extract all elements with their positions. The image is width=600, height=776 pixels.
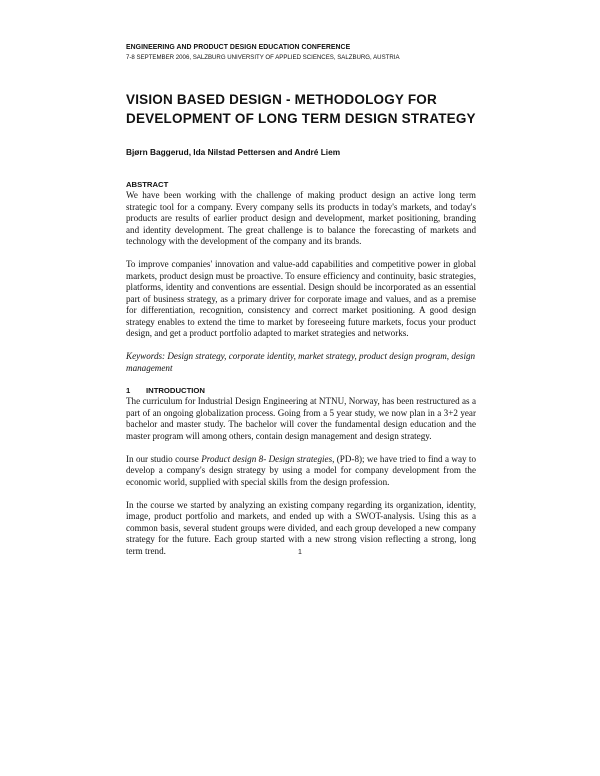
abstract-paragraph-2: To improve companies' innovation and value-add capabilities and competitive power in global markets, product design must be proactive. To ensure efficiency and continuity, basic strategies, platforms, identity and conventions are essential. Design should be incorporated as an essential part of business strategy, as a primary driver for corporate image and values, and as a premise for differentiation, recognition, consistency and correct market positioning. A good design strategy enables to extend the time to market by foreseeing future markets, focus your product design, and get a product portfolio adapted to market strategies and networks. — [126, 259, 476, 338]
keywords: Keywords: Design strategy, corporate identity, market strategy, product design program, design management — [126, 351, 476, 373]
paper-authors: Bjørn Baggerud, Ida Nilstad Pettersen and André Liem — [126, 147, 341, 157]
conference-date-location: 7-8 SEPTEMBER 2006, SALZBURG UNIVERSITY OF APPLIED SCIENCES, SALZBURG, AUSTRIA — [126, 54, 400, 61]
introduction-paragraph-3: In the course we started by analyzing an existing company regarding its organization, identity, image, product portfolio and markets, and ended up with a SWOT-analysis. Using this as a common basis, several student groups were divided, and each group developed a new company strategy for the future. Each group started with a new strong vision reflecting a strong, long term trend. — [126, 499, 476, 556]
page-number: 1 — [298, 549, 302, 556]
paper-title: VISION BASED DESIGN - METHODOLOGY FOR DEVELOPMENT OF LONG TERM DESIGN STRATEGY — [126, 92, 476, 126]
section-title: INTRODUCTION — [146, 386, 205, 395]
course-title: Product design 8- Design strategies — [201, 453, 333, 464]
page-content — [126, 43, 476, 557]
abstract-paragraph-1: We have been working with the challenge of making product design an active long term strategic tool for a company. Every company sells its products in today's markets, and today's products are results of earlier product design and development, market positioning, branding and identity development. The great challenge is to balance the forecasting of markets and technology with the development of the company and its brands. — [126, 190, 476, 246]
introduction-paragraph-1: The curriculum for Industrial Design Engineering at NTNU, Norway, has been restructured as a part of an ongoing globalization process. Going from a 5 year study, we now plan in a 3+2 year bachelor and master study. The bachelor will cover the fundamental design education and the master program will among others, contain design management and design strategy. — [126, 396, 476, 441]
conference-name: ENGINEERING AND PRODUCT DESIGN EDUCATION CONFERENCE — [126, 44, 351, 51]
introduction-paragraph-2 — [126, 454, 476, 489]
abstract-heading: ABSTRACT — [126, 180, 169, 189]
paragraph-lead: In our studio course — [126, 453, 202, 464]
introduction-heading — [126, 385, 476, 396]
paragraph-rest: , (PD-8); we have tried to find a way to develop a company's design strategy by using a model for company development from the economic world, supplied with special skills from the design profession. — [126, 453, 476, 487]
section-number: 1 — [126, 386, 131, 395]
